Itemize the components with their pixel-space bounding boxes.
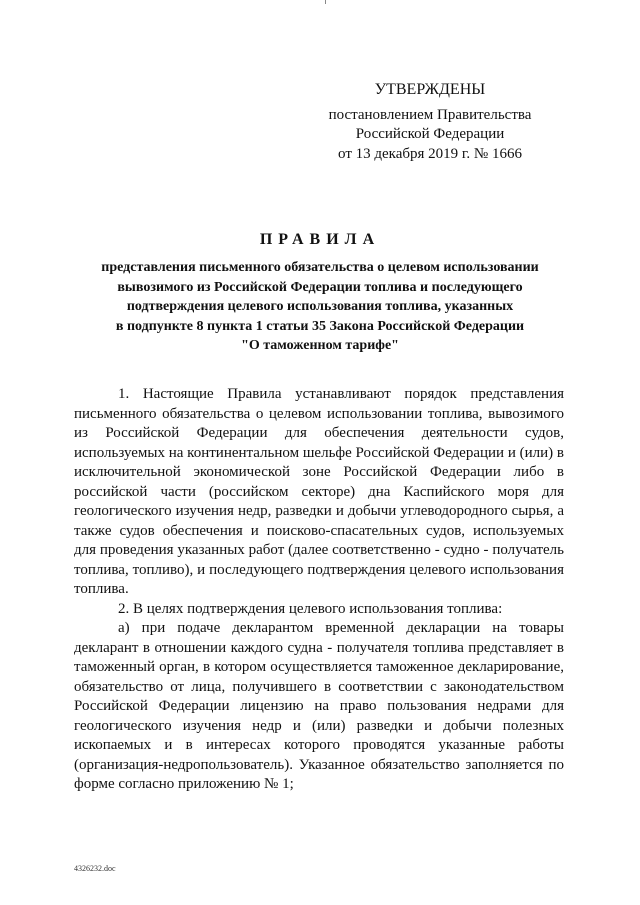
subtitle-line: подтверждения целевого использования топлива, указанных	[126, 299, 514, 314]
subtitle-line: "О таможенном тарифе"	[241, 338, 399, 353]
approval-line: от 13 декабря 2019 г. № 1666	[338, 145, 522, 162]
subtitle-line: представления письменного обязательства о целевом использовании	[101, 260, 539, 275]
page-top-mark	[325, 0, 326, 4]
approval-line: Российской Федерации	[355, 126, 505, 142]
approval-block	[300, 80, 560, 164]
paragraph-2: 2. В целях подтверждения целевого использования топлива:	[118, 600, 503, 617]
document-body	[74, 385, 564, 795]
document-subtitle	[70, 258, 570, 356]
subtitle-line: вывозимого из Российской Федерации топлива и последующего	[117, 279, 523, 295]
subtitle-line: в подпункте 8 пункта 1 статьи 35 Закона Российской Федерации	[115, 318, 525, 334]
approval-line: постановлением Правительства	[328, 106, 532, 123]
file-name-footer: 4326232.doc	[74, 864, 116, 873]
approval-heading: УТВЕРЖДЕНЫ	[374, 81, 486, 98]
paragraph-1: 1. Настоящие Правила устанавливают порядок представления письменного обязательства о целевом использовании топлива, вывозимого из Российской Федерации для обеспечения деятельности судов, используемых на континентальном шельфе Российской Федерации и (или) в исключительной экономической зоне Российской Федерации либо в российской части (российском секторе) дна Каспийского моря для геологического изучения недр, разведки и добычи углеводородного сырья, а также судов обеспечения и поисково-спасательных судов, используемых для проведения указанных работ (далее соответственно - судно - получатель топлива, топливо), и последующего подтверждения целевого использования топлива.	[74, 386, 564, 597]
paragraph-2a: а) при подаче декларантом временной декларации на товары декларант в отношении каждого судна - получателя топлива представляет в таможенный орган, в котором осуществляется таможенное декларирование, обязательство от лица, получившего в соответствии с законодательством Российской Федерации лицензию на право пользования недрами для геологического изучения недр и (или) разведки и добычи полезных ископаемых и в интересах которого проводятся указанные работы (организация-недропользователь). Указанное обязательство заполняется по форме согласно приложению № 1;	[74, 620, 564, 792]
document-title: ПРАВИЛА	[259, 231, 381, 248]
